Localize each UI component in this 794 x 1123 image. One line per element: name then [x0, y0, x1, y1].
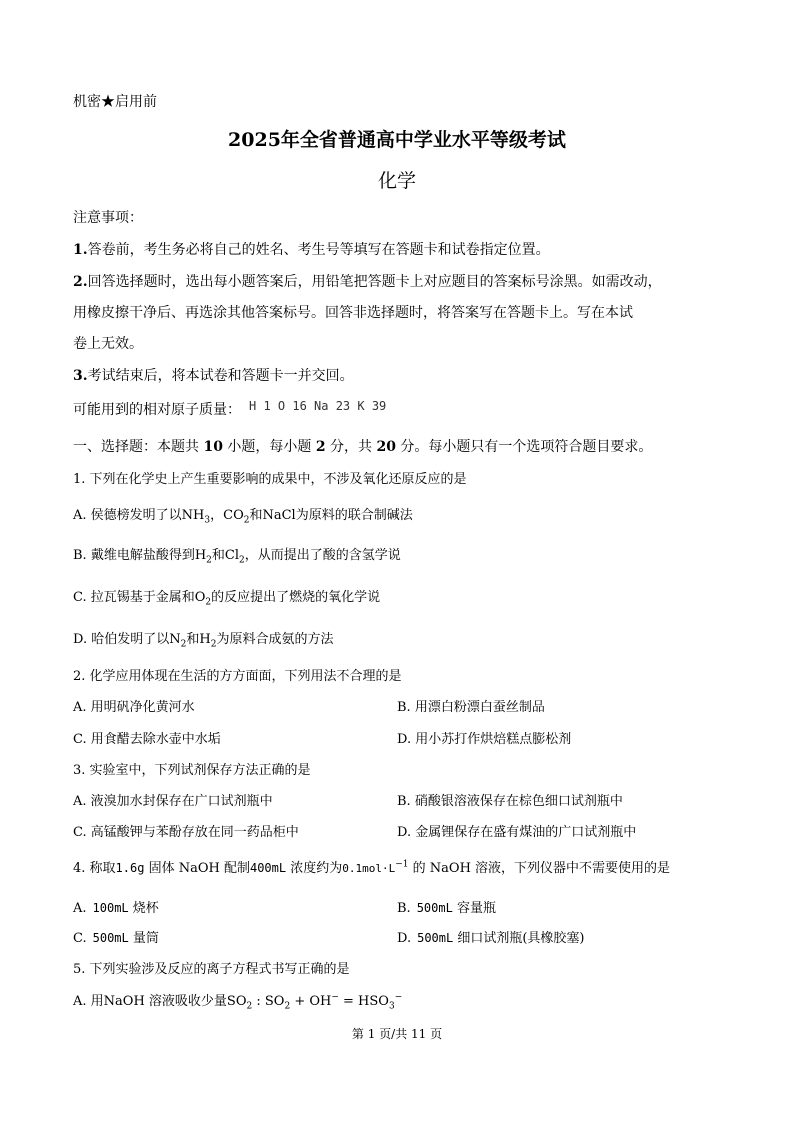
q4-a-volume: 100mL — [92, 901, 129, 915]
q1-b-h2: H — [194, 548, 207, 563]
q5-a-pre: A. 用 — [73, 994, 104, 1009]
section-1-score: 2 — [315, 439, 326, 455]
q1-d-pre: D. 哈伯发明了以 — [73, 632, 170, 647]
q1-a-nacl: NaCl — [262, 508, 296, 523]
q4-option-b — [397, 902, 496, 915]
q2-option-d: D. 用小苏打作烘焙糕点膨松剂 — [397, 732, 572, 747]
q1-a-pre: A. 侯德榜发明了以 — [73, 508, 182, 523]
q4-option-d — [397, 932, 585, 945]
q1-d-n2-sub: 2 — [180, 639, 187, 650]
q5-a-eq-hso3: = HSO — [338, 994, 389, 1009]
q4-d-pre: D. — [397, 931, 412, 946]
q1-c-pre: C. 拉瓦锡基于金属和 — [73, 590, 195, 605]
section-1-heading — [73, 440, 652, 454]
q1-b-h2-sub: 2 — [206, 555, 212, 566]
note-2-line-3: 卷上无效。 — [73, 336, 143, 352]
q4-b-volume: 500mL — [416, 901, 453, 915]
q4-s6: 溶液，下列仪器中不需要使用的是 — [470, 861, 671, 876]
note-1-text: 答卷前，考生务必将自己的姓名、考生号等填写在答题卡和试卷指定位置。 — [87, 242, 550, 258]
q4-option-a — [73, 902, 159, 915]
q1-d-and: 和 — [186, 632, 200, 647]
q2-option-c: C. 用食醋去除水壶中水垢 — [73, 732, 221, 747]
q1-b-cl2-sub: 2 — [239, 555, 245, 566]
q1-option-a — [73, 508, 413, 526]
q5-a-eq-oh: + OH — [290, 994, 332, 1009]
q4-s4: 浓度约为 — [286, 861, 343, 876]
q1-option-d — [73, 632, 334, 650]
q4-stem — [73, 859, 671, 876]
section-1-text-b: 小题，每小题 — [222, 439, 316, 455]
q5-a-eq-so2-sub: 2 — [284, 1001, 291, 1012]
q4-c-volume: 500mL — [92, 931, 129, 945]
q1-option-c — [73, 590, 381, 608]
q1-d-n2: N — [169, 632, 181, 647]
q4-s5: 的 — [408, 861, 430, 876]
notes-heading: 注意事项： — [73, 210, 143, 226]
atomic-mass-label: 可能用到的相对原子质量： — [73, 402, 241, 418]
q5-a-eq-so2: : SO — [252, 994, 285, 1009]
q1-c-o2-sub: 2 — [205, 597, 212, 608]
q1-b-cl2: Cl — [224, 548, 240, 563]
page-number: 第 1 页/共 11 页 — [351, 1027, 443, 1041]
q5-a-eq-oh-sup: − — [331, 992, 339, 1003]
q5-a-mid: 溶液吸收少量 — [144, 994, 227, 1009]
q4-c-pre: C. — [73, 931, 87, 946]
note-3 — [73, 369, 354, 383]
q4-c-post: 量筒 — [128, 931, 159, 946]
q3-option-a: A. 液溴加水封保存在广口试剂瓶中 — [73, 794, 273, 809]
q4-mass: 1.6g — [115, 861, 145, 875]
note-2-line-1 — [73, 275, 662, 289]
q1-d-post: 为原料合成氨的方法 — [216, 632, 334, 647]
q2-stem: 2. 化学应用体现在生活的方方面面，下列用法不合理的是 — [73, 669, 402, 684]
note-3-number: 3. — [73, 368, 88, 384]
q4-concentration-sup: −1 — [395, 859, 409, 870]
exam-title: 2025年全省普通高中学业水平等级考试 — [228, 129, 566, 151]
note-2-line-2: 用橡皮擦干净后、再选涂其他答案标号。回答非选择题时，将答案写在答题卡上。写在本试 — [73, 305, 633, 321]
note-2-text-1: 回答选择题时，选出每小题答案后，用铅笔把答题卡上对应题目的答案标号涂黑。如需改动， — [87, 274, 662, 290]
q4-naoh-2: NaOH — [429, 861, 471, 876]
section-1-count: 10 — [203, 439, 223, 455]
q1-a-co2-sub: 2 — [243, 515, 250, 526]
q1-d-h2-sub: 2 — [210, 639, 217, 650]
section-1-text-a: 一、选择题：本题共 — [73, 439, 204, 455]
section-1-text-c: 分，共 — [325, 439, 377, 455]
q5-a-so2: SO — [226, 994, 247, 1009]
q1-a-post: 为原料的联合制碱法 — [295, 508, 413, 523]
q5-a-so2-sub: 2 — [246, 1001, 253, 1012]
note-1-number: 1. — [73, 242, 88, 258]
q4-d-post: 细口试剂瓶(具橡胶塞) — [453, 931, 585, 946]
q2-option-a: A. 用明矾净化黄河水 — [73, 700, 195, 715]
q1-a-and: 和 — [249, 508, 263, 523]
q2-option-b: B. 用漂白粉漂白蚕丝制品 — [397, 700, 545, 715]
q4-volume: 400mL — [249, 861, 287, 875]
q1-stem: 1. 下列在化学史上产生重要影响的成果中，不涉及氧化还原反应的是 — [73, 472, 467, 487]
section-1-total: 20 — [376, 439, 396, 455]
q1-c-post: 的反应提出了燃烧的氧化学说 — [211, 590, 381, 605]
q4-b-pre: B. — [397, 901, 411, 916]
atomic-mass-values: H 1 O 16 Na 23 K 39 — [249, 399, 387, 413]
q4-concentration: 0.1mol·L — [342, 862, 396, 875]
q1-a-sep: ， — [210, 508, 224, 523]
q3-option-b: B. 硝酸银溶液保存在棕色细口试剂瓶中 — [397, 794, 623, 809]
q3-option-d: D. 金属锂保存在盛有煤油的广口试剂瓶中 — [397, 825, 637, 840]
q5-a-eq-hso3-sub: 3 — [388, 1001, 395, 1012]
q5-a-eq-hso3-sup: − — [394, 992, 403, 1003]
q5-a-naoh: NaOH — [103, 994, 145, 1009]
q4-d-volume: 500mL — [417, 931, 454, 945]
section-1-text-d: 分。每小题只有一个选项符合题目要求。 — [395, 439, 653, 455]
q4-a-pre: A. — [73, 901, 87, 916]
q4-s2: 固体 — [144, 861, 179, 876]
q1-option-b — [73, 548, 401, 566]
q4-b-post: 容量瓶 — [452, 901, 496, 916]
q3-stem: 3. 实验室中，下列试剂保存方法正确的是 — [73, 763, 311, 778]
q1-a-nh3-sub: 3 — [204, 515, 211, 526]
q3-option-c: C. 高锰酸钾与苯酚存放在同一药品柜中 — [73, 825, 299, 840]
q4-s1: 4. 称取 — [73, 861, 116, 876]
q1-a-nh3: NH — [181, 508, 205, 523]
q1-b-post: ，从而提出了酸的含氢学说 — [244, 548, 401, 563]
note-3-text: 考试结束后，将本试卷和答题卡一并交回。 — [87, 368, 354, 384]
q4-naoh-1: NaOH — [178, 861, 220, 876]
q1-b-and: 和 — [211, 548, 225, 563]
q1-a-co2: CO — [223, 508, 244, 523]
confidential-mark: 机密★启用前 — [73, 94, 157, 110]
atomic-mass — [73, 399, 387, 418]
exam-subject: 化学 — [377, 170, 416, 192]
note-1 — [73, 243, 550, 257]
q5-stem: 5. 下列实验涉及反应的离子方程式书写正确的是 — [73, 962, 350, 977]
q1-c-o2: O — [194, 590, 206, 605]
q4-s3: 配制 — [219, 861, 250, 876]
q4-option-c — [73, 932, 159, 945]
q1-b-pre: B. 戴维电解盐酸得到 — [73, 548, 195, 563]
q4-a-post: 烧杯 — [128, 901, 159, 916]
q1-d-h2: H — [199, 632, 211, 647]
q5-option-a — [73, 992, 403, 1012]
note-2-number: 2. — [73, 274, 88, 290]
